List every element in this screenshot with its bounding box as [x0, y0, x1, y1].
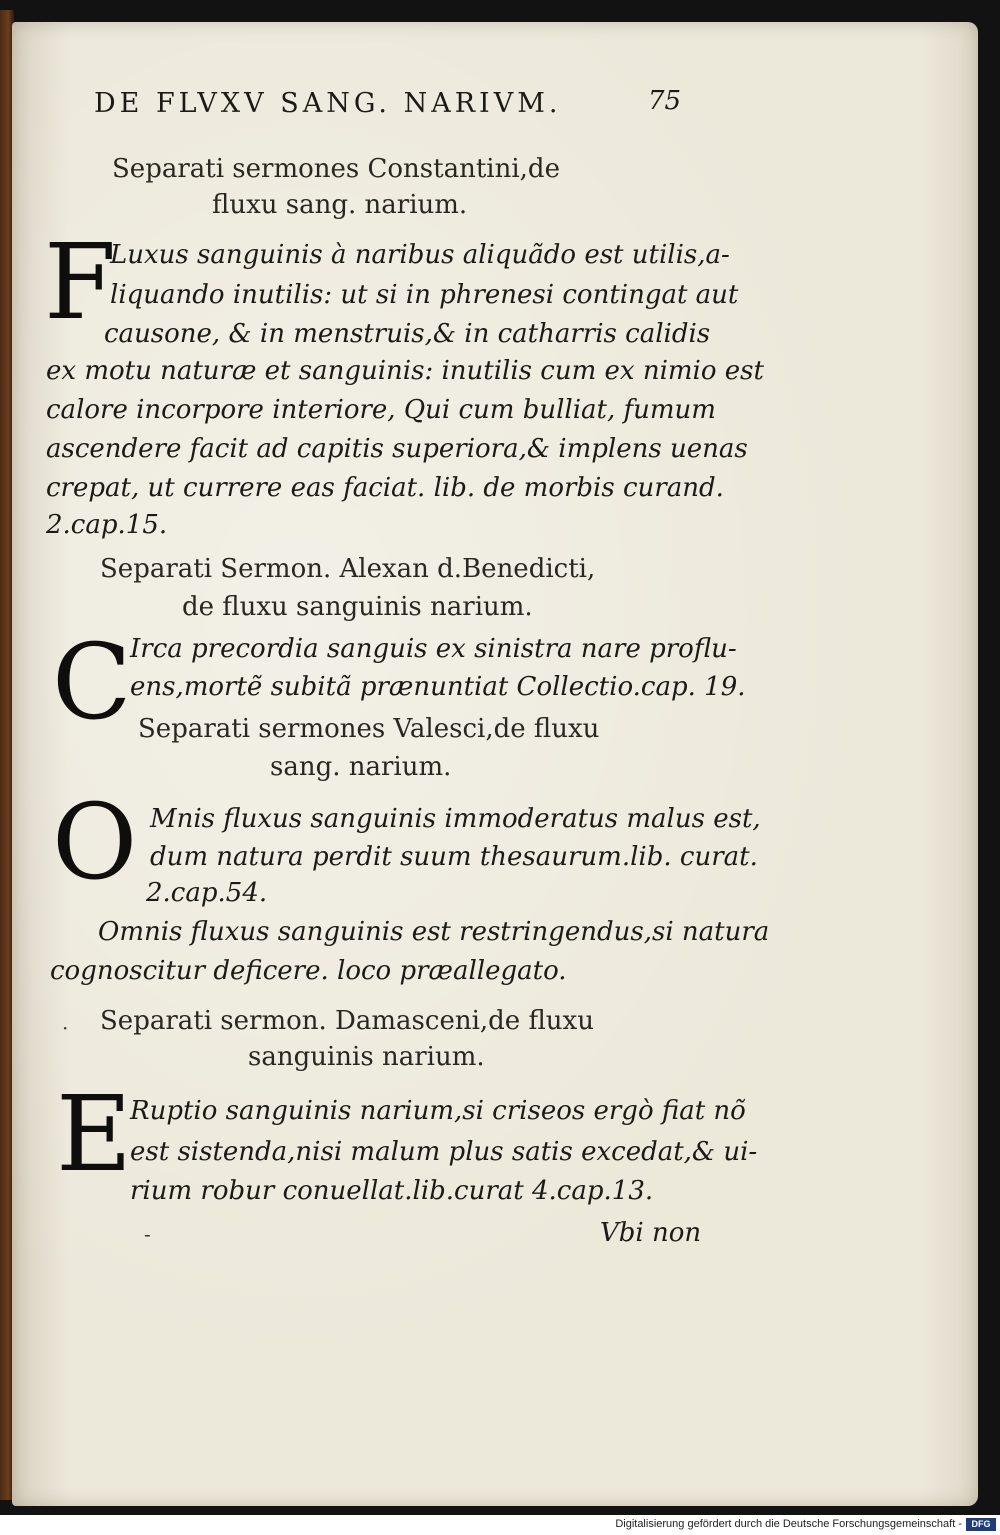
section-heading-line: Separati sermones Constantini,de: [112, 154, 560, 184]
section-heading-line: sanguinis narium.: [248, 1042, 485, 1072]
footer-bar: [0, 1515, 1000, 1535]
section-heading-line: sang. narium.: [270, 752, 452, 782]
text-line: crepat, ut currere eas faciat. lib. de morbis curand.: [46, 473, 724, 503]
stray-mark: ·: [62, 1016, 69, 1040]
text-line: rium robur conuellat.lib.curat 4.cap.13.: [130, 1176, 654, 1206]
text-line: cognoscitur deficere. loco præallegato.: [50, 956, 567, 986]
stray-mark: -: [144, 1222, 151, 1246]
text-line: calore incorpore interiore, Qui cum bulliat, fumum: [46, 395, 716, 425]
footer-credit: Digitalisierung gefördert durch die Deutsche Forschungsgemeinschaft -: [615, 1518, 962, 1530]
text-line: Irca precordia sanguis ex sinistra nare proflu-: [130, 634, 737, 664]
text-line: Omnis fluxus sanguinis est restringendus,si natura: [98, 917, 770, 947]
text-line: Mnis fluxus sanguinis immoderatus malus est,: [150, 804, 761, 834]
section-heading-line: fluxu sang. narium.: [212, 190, 468, 220]
text-line: liquando inutilis: ut si in phrenesi contingat aut: [110, 280, 739, 310]
text-line: 2.cap.54.: [146, 878, 268, 908]
section-heading-line: Separati Sermon. Alexan d.Benedicti,: [100, 554, 596, 584]
drop-cap: E: [56, 1073, 132, 1195]
text-line: est sistenda,nisi malum plus satis excedat,& ui-: [130, 1137, 758, 1167]
running-head: DE FLVXV SANG. NARIVM.: [94, 88, 562, 119]
text-line: ens,mortẽ subitã prænuntiat Collectio.cap. 19.: [130, 672, 746, 702]
catchword: Vbi non: [600, 1218, 702, 1248]
text-line: Ruptio sanguinis narium,si criseos ergò fiat nõ: [130, 1096, 746, 1126]
text-line: ex motu naturæ et sanguinis: inutilis cum ex nimio est: [46, 356, 764, 386]
text-line: causone, & in menstruis,& in catharris calidis: [104, 319, 711, 349]
dfg-logo-icon: DFG: [966, 1518, 996, 1531]
section-heading-line: de fluxu sanguinis narium.: [182, 592, 533, 622]
text-line: Luxus sanguinis à naribus aliquãdo est utilis,a-: [110, 240, 730, 270]
text-line: ascendere facit ad capitis superiora,& implens uenas: [46, 434, 748, 464]
drop-cap: F: [44, 221, 117, 343]
section-heading-line: Separati sermones Valesci,de fluxu: [138, 714, 600, 744]
drop-cap: C: [52, 621, 132, 743]
text-line: 2.cap.15.: [46, 510, 168, 540]
text-line: dum natura perdit suum thesaurum.lib. curat.: [150, 842, 758, 872]
section-heading-line: Separati sermon. Damasceni,de fluxu: [100, 1006, 594, 1036]
page-number: 75: [648, 86, 682, 116]
drop-cap: O: [52, 781, 138, 903]
